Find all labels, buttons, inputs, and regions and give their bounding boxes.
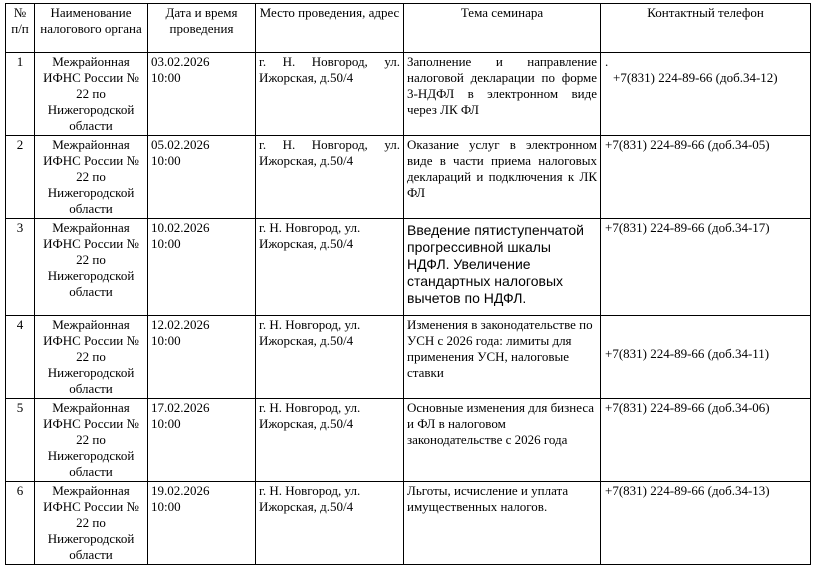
row-topic: Льготы, исчисление и уплата имущественных налогов.	[404, 482, 601, 565]
row-phone: +7(831) 224-89-66 (доб.34-06)	[601, 399, 811, 482]
row-place: г. Н. Новгород, ул. Ижорская, д.50/4	[256, 53, 404, 136]
row-topic: Заполнение и направление налоговой декларации по форме 3-НДФЛ в электронном виде через ЛК ФЛ	[404, 53, 601, 136]
row-date: 17.02.2026	[151, 400, 210, 415]
row-time: 10:00	[151, 416, 181, 431]
row-date: 03.02.2026	[151, 54, 210, 69]
row-topic: Введение пятиступенчатой прогрессивной шкалы НДФЛ. Увеличение стандартных налоговых вычетов по НДФЛ.	[404, 219, 601, 316]
row-num: 1	[6, 53, 35, 136]
table-row	[6, 482, 811, 565]
row-date: 10.02.2026	[151, 220, 210, 235]
row-phone-mark: .	[605, 54, 609, 69]
row-phone: +7(831) 224-89-66 (доб.34-12)	[613, 70, 778, 85]
header-row	[6, 4, 811, 53]
header-datetime: Дата и время проведения	[148, 4, 256, 53]
table-row	[6, 399, 811, 482]
row-phone: +7(831) 224-89-66 (доб.34-11)	[601, 316, 811, 399]
header-num: № п/п	[6, 4, 35, 53]
row-time: 10:00	[151, 70, 181, 85]
row-topic: Основные изменения для бизнеса и ФЛ в налоговом законодательстве с 2026 года	[404, 399, 601, 482]
row-org: Межрайонная ИФНС России № 22 по Нижегородской области	[35, 316, 148, 399]
row-num: 2	[6, 136, 35, 219]
row-num: 4	[6, 316, 35, 399]
header-place: Место проведения, адрес	[256, 4, 404, 53]
row-org: Межрайонная ИФНС России № 22 по Нижегородской области	[35, 219, 148, 316]
row-place: г. Н. Новгород, ул. Ижорская, д.50/4	[256, 219, 404, 316]
header-org: Наименование налогового органа	[35, 4, 148, 53]
header-topic: Тема семинара	[404, 4, 601, 53]
row-datetime	[148, 53, 256, 136]
row-place: г. Н. Новгород, ул. Ижорская, д.50/4	[256, 316, 404, 399]
header-phone: Контактный телефон	[601, 4, 811, 53]
row-date: 12.02.2026	[151, 317, 210, 332]
row-topic: Изменения в законодательстве по УСН с 2026 года: лимиты для применения УСН, налоговые ставки	[404, 316, 601, 399]
row-topic: Оказание услуг в электронном виде в части приема налоговых деклараций и подключения к ЛК ФЛ	[404, 136, 601, 219]
row-datetime	[148, 219, 256, 316]
row-time: 10:00	[151, 333, 181, 348]
row-date: 05.02.2026	[151, 137, 210, 152]
table-row	[6, 316, 811, 399]
seminar-schedule-document	[5, 3, 810, 562]
row-datetime	[148, 482, 256, 565]
row-datetime	[148, 399, 256, 482]
row-time: 10:00	[151, 236, 181, 251]
row-org: Межрайонная ИФНС России № 22 по Нижегородской области	[35, 53, 148, 136]
row-num: 6	[6, 482, 35, 565]
row-phone: +7(831) 224-89-66 (доб.34-13)	[601, 482, 811, 565]
row-num: 3	[6, 219, 35, 316]
row-org: Межрайонная ИФНС России № 22 по Нижегородской области	[35, 136, 148, 219]
row-place: г. Н. Новгород, ул. Ижорская, д.50/4	[256, 482, 404, 565]
row-phone: +7(831) 224-89-66 (доб.34-17)	[601, 219, 811, 316]
row-datetime	[148, 136, 256, 219]
row-phone-cell	[601, 53, 811, 136]
row-num: 5	[6, 399, 35, 482]
row-time: 10:00	[151, 153, 181, 168]
row-place: г. Н. Новгород, ул. Ижорская, д.50/4	[256, 136, 404, 219]
row-place: г. Н. Новгород, ул. Ижорская, д.50/4	[256, 399, 404, 482]
row-time: 10:00	[151, 499, 181, 514]
row-org: Межрайонная ИФНС России № 22 по Нижегородской области	[35, 482, 148, 565]
seminar-table	[5, 3, 811, 565]
row-org: Межрайонная ИФНС России № 22 по Нижегородской области	[35, 399, 148, 482]
table-row	[6, 53, 811, 136]
row-phone: +7(831) 224-89-66 (доб.34-05)	[601, 136, 811, 219]
row-datetime	[148, 316, 256, 399]
table-row	[6, 219, 811, 316]
table-row	[6, 136, 811, 219]
row-date: 19.02.2026	[151, 483, 210, 498]
